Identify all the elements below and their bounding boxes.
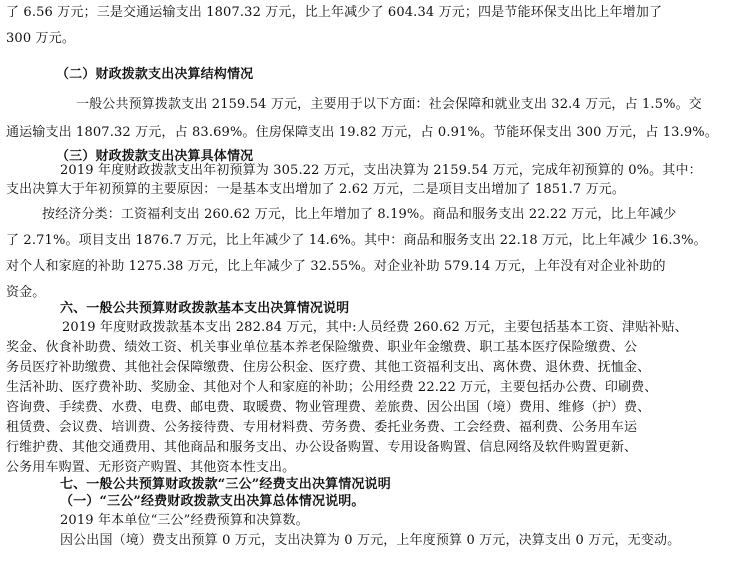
body-line: 对个人和家庭的补助 1275.38 万元，比上年减少了 32.55%。对企业补助 579.14 万元，上年没有对企业补助的 [6,259,666,274]
body-line: 生活补助、医疗费补助、奖励金、其他对个人和家庭的补助；公用经费 22.22 万元，主要包括办公费、印刷费、 [6,380,658,395]
body-line: 2019 年本单位“三公”经费预算和决算数。 [60,513,309,528]
body-line: 一般公共预算拨款支出 2159.54 万元，主要用于以下方面：社会保障和就业支出 32.4 万元，占 1.5%。交 [76,97,702,112]
body-line: 公务用车购置、无形资产购置、其他资本性支出。 [6,460,296,475]
body-line: 支出决算大于年初预算的主要原因：一是基本支出增加了 2.62 万元，二是项目支出增加了 1851.7 万元。 [6,182,626,197]
body-line: 资金。 [6,285,46,300]
body-line: 了 2.71%。项目支出 1876.7 万元，比上年减少了 14.6%。其中：商品和服务支出 22.18 万元，比上年减少 16.3%。 [6,233,707,248]
section-heading: （二）财政拨款支出决算结构情况 [56,67,254,82]
body-line: 租赁费、会议费、培训费、公务接待费、专用材料费、劳务费、委托业务费、工会经费、福利费、公务用车运 [6,420,638,435]
body-line: 奖金、伙食补助费、绩效工资、机关事业单位基本养老保险缴费、职业年金缴费、职工基本医疗保险缴费、公 [6,340,638,355]
body-line: 300 万元。 [6,31,75,46]
section-heading: 七、一般公共预算财政拨款“三公”经费支出决算情况说明 [60,477,391,492]
body-line: 因公出国（境）费支出预算 0 万元，支出决算为 0 万元，上年度预算 0 万元，决算支出 0 万元，无变动。 [60,533,681,548]
body-line: 咨询费、手续费、水费、电费、邮电费、取暖费、物业管理费、差旅费、因公出国（境）费用、维修（护）费、 [6,400,651,415]
body-line: 务员医疗补助缴费、其他社会保障缴费、住房公积金、医疗费、其他工资福利支出、离休费、退休费、抚恤金、 [6,360,651,375]
section-heading: （三）财政拨款支出决算具体情况 [56,149,254,164]
body-line: 2019 年度财政拨款支出年初预算为 305.22 万元，支出决算为 2159.54 万元，完成年初预算的 0%。其中： [60,163,702,178]
section-heading: 六、一般公共预算财政拨款基本支出决算情况说明 [60,301,350,316]
body-line: 行维护费、其他交通费用、其他商品和服务支出、办公设备购置、专用设备购置、信息网络及软件购置更新、 [6,440,638,455]
subsection-heading: （一）“三公”经费财政拨款支出决算总体情况说明。 [60,494,365,509]
body-line: 通运输支出 1807.32 万元，占 83.69%。住房保障支出 19.82 万元，占 0.91%。节能环保支出 300 万元，占 13.9%。 [6,125,718,140]
body-line: 2019 年度财政拨款基本支出 282.84 万元，其中:人员经费 260.62 万元，主要包括基本工资、津贴补贴、 [62,320,688,335]
body-line: 按经济分类：工资福利支出 260.62 万元，比上年增加了 8.19%。商品和服务支出 22.22 万元，比上年减少 [42,207,677,222]
body-line: 了 6.56 万元；三是交通运输支出 1807.32 万元，比上年减少了 604.34 万元；四是节能环保支出比上年增加了 [6,5,663,20]
